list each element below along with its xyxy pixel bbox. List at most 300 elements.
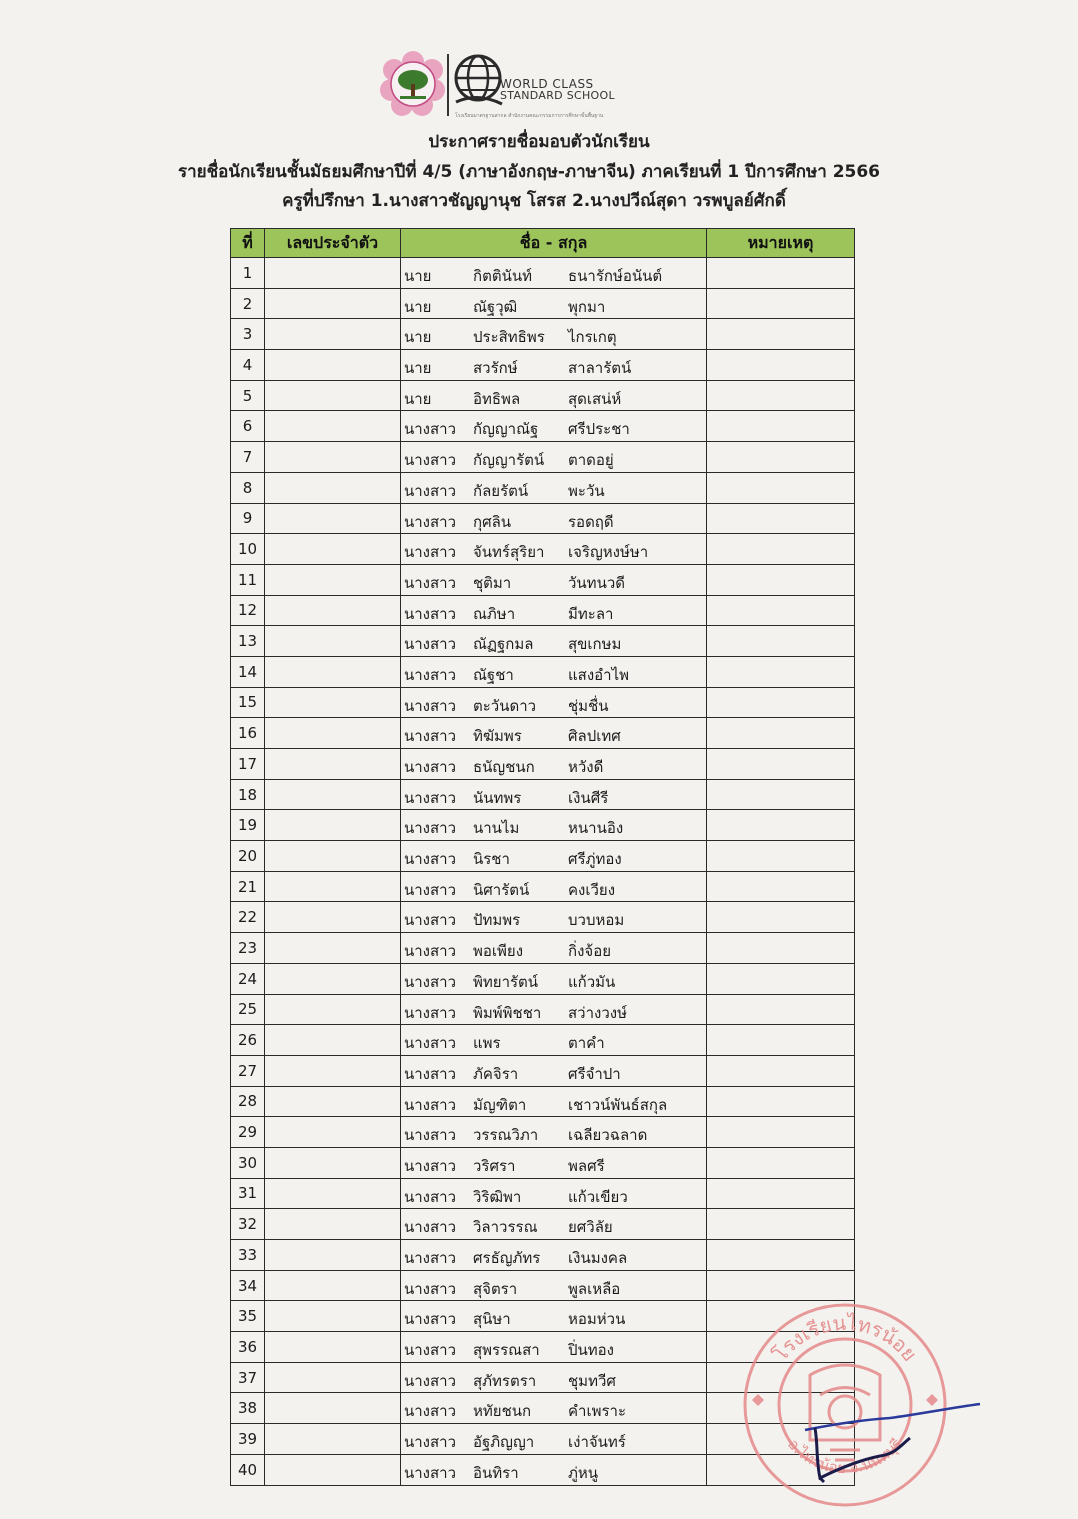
first-name: ประสิทธิพร	[473, 328, 545, 347]
student-name-cell	[401, 1240, 707, 1271]
remark-cell	[707, 534, 855, 565]
table-row	[231, 1086, 855, 1117]
first-name: กิตตินันท์	[473, 267, 532, 285]
last-name: ศรีจำปา	[568, 1064, 621, 1083]
remark-cell	[707, 810, 855, 841]
first-name: จันทร์สุริยา	[473, 543, 545, 562]
last-name: ธนารักษ์อนันต์	[568, 267, 663, 285]
first-name: พิทยารัตน์	[473, 972, 539, 991]
student-id-cell	[265, 902, 401, 933]
row-number: 10	[231, 534, 265, 565]
column-header-id: เลขประจำตัว	[265, 229, 401, 258]
last-name: เงินมงคล	[568, 1249, 628, 1267]
student-id-cell	[265, 534, 401, 565]
row-number: 12	[231, 595, 265, 626]
row-number: 33	[231, 1240, 265, 1271]
table-row	[231, 595, 855, 626]
student-id-cell	[265, 687, 401, 718]
row-number: 13	[231, 626, 265, 657]
table-row	[231, 902, 855, 933]
student-id-cell	[265, 1209, 401, 1240]
first-name: ณัฐวุฒิ	[473, 297, 518, 316]
student-id-cell	[265, 963, 401, 994]
student-name-cell	[401, 994, 707, 1025]
student-name-cell	[401, 1362, 707, 1393]
table-row	[231, 1270, 855, 1301]
table-row	[231, 871, 855, 902]
stamp-bottom-text: อ.ไทรน้อย จ.นนทบุรี	[784, 1435, 906, 1478]
name-title: นางสาว	[404, 1279, 457, 1298]
advisors-line: ครูที่ปรึกษา 1.นางสาวชัญญานุช โสรส 2.นางปวีณ์สุดา วรพบูลย์ศักดิ์	[282, 191, 786, 211]
student-name-cell	[401, 1086, 707, 1117]
first-name: กุศลิน	[473, 512, 512, 531]
last-name: วันทนวดี	[568, 573, 625, 592]
row-number: 4	[231, 350, 265, 381]
first-name: อินทิรา	[473, 1463, 519, 1482]
student-id-cell	[265, 841, 401, 872]
last-name: มีทะลา	[568, 604, 614, 623]
row-number: 5	[231, 380, 265, 411]
name-title: นางสาว	[404, 543, 457, 562]
student-name-cell	[401, 1424, 707, 1455]
table-row	[231, 411, 855, 442]
last-name: ศรีประชา	[568, 420, 630, 439]
table-row	[231, 534, 855, 565]
name-title: นางสาว	[404, 635, 457, 654]
table-row	[231, 841, 855, 872]
student-name-cell	[401, 503, 707, 534]
name-title: นางสาว	[404, 1433, 457, 1452]
remark-cell	[707, 626, 855, 657]
remark-cell	[707, 380, 855, 411]
last-name: แสงอำไพ	[568, 665, 630, 684]
name-title: นางสาว	[404, 850, 457, 869]
student-id-cell	[265, 472, 401, 503]
last-name: พลศรี	[568, 1156, 605, 1175]
student-name-cell	[401, 963, 707, 994]
student-name-cell	[401, 380, 707, 411]
student-id-cell	[265, 1086, 401, 1117]
student-name-cell	[401, 810, 707, 841]
table-row	[231, 472, 855, 503]
table-row	[231, 718, 855, 749]
last-name: สว่างวงษ์	[568, 1003, 627, 1022]
last-name: ไกรเกตุ	[568, 328, 617, 347]
student-id-cell	[265, 1362, 401, 1393]
name-title: นางสาว	[404, 420, 457, 439]
remark-cell	[707, 871, 855, 902]
first-name: นิศารัตน์	[473, 880, 530, 899]
name-title: นางสาว	[404, 819, 457, 838]
name-title: นาย	[404, 328, 432, 347]
remark-cell	[707, 841, 855, 872]
remark-cell	[707, 687, 855, 718]
table-row	[231, 288, 855, 319]
student-name-cell	[401, 626, 707, 657]
last-name: สุขเกษม	[568, 635, 622, 654]
student-name-cell	[401, 871, 707, 902]
row-number: 39	[231, 1424, 265, 1455]
first-name: หทัยชนก	[473, 1402, 532, 1421]
student-name-cell	[401, 411, 707, 442]
table-row	[231, 687, 855, 718]
student-name-cell	[401, 258, 707, 289]
remark-cell	[707, 718, 855, 749]
remark-cell	[707, 595, 855, 626]
student-name-cell	[401, 1270, 707, 1301]
student-name-cell	[401, 718, 707, 749]
student-id-cell	[265, 718, 401, 749]
student-name-cell	[401, 1025, 707, 1056]
student-id-cell	[265, 380, 401, 411]
student-id-cell	[265, 1454, 401, 1485]
student-name-cell	[401, 1454, 707, 1485]
student-name-cell	[401, 779, 707, 810]
student-id-cell	[265, 626, 401, 657]
remark-cell	[707, 902, 855, 933]
student-id-cell	[265, 933, 401, 964]
last-name: คำเพราะ	[568, 1402, 627, 1421]
student-name-cell	[401, 472, 707, 503]
row-number: 27	[231, 1055, 265, 1086]
table-row	[231, 1025, 855, 1056]
row-number: 26	[231, 1025, 265, 1056]
student-name-cell	[401, 564, 707, 595]
name-title: นางสาว	[404, 1463, 457, 1482]
student-name-cell	[401, 749, 707, 780]
student-id-cell	[265, 1332, 401, 1363]
first-name: นันทพร	[473, 788, 522, 807]
student-name-cell	[401, 319, 707, 350]
first-name: สุพรรณสา	[473, 1341, 540, 1360]
student-id-cell	[265, 595, 401, 626]
row-number: 8	[231, 472, 265, 503]
last-name: รอดฤดี	[568, 512, 614, 531]
first-name: กัลยรัตน์	[473, 481, 529, 500]
student-id-cell	[265, 810, 401, 841]
student-id-cell	[265, 1240, 401, 1271]
table-row	[231, 810, 855, 841]
name-title: นางสาว	[404, 1187, 457, 1206]
last-name: ศรีภู่ทอง	[568, 850, 622, 869]
student-name-cell	[401, 1117, 707, 1148]
logo-divider	[447, 54, 449, 116]
name-title: นางสาว	[404, 696, 457, 715]
student-id-cell	[265, 1117, 401, 1148]
table-row	[231, 1147, 855, 1178]
remark-cell	[707, 994, 855, 1025]
student-id-cell	[265, 656, 401, 687]
remark-cell	[707, 564, 855, 595]
row-number: 17	[231, 749, 265, 780]
name-title: นางสาว	[404, 727, 457, 746]
last-name: ปิ่นทอง	[568, 1341, 614, 1360]
student-name-cell	[401, 1178, 707, 1209]
last-name: ยศวิลัย	[568, 1218, 613, 1237]
first-name: ณัฐชา	[473, 665, 514, 684]
student-name-cell	[401, 1209, 707, 1240]
first-name: สวรักษ์	[473, 359, 518, 378]
first-name: มัญฑิตา	[473, 1095, 527, 1114]
last-name: พุกมา	[568, 297, 606, 316]
first-name: อัฐภิญญา	[473, 1433, 535, 1452]
name-title: นาย	[404, 297, 432, 316]
name-title: นางสาว	[404, 1003, 457, 1022]
student-id-cell	[265, 411, 401, 442]
student-id-cell	[265, 1025, 401, 1056]
page-subtitle: รายชื่อนักเรียนชั้นมัธยมศึกษาปีที่ 4/5 (ภาษาอังกฤษ-ภาษาจีน) ภาคเรียนที่ 1 ปีการศึกษา 2566	[177, 162, 881, 182]
student-name-cell	[401, 534, 707, 565]
table-row	[231, 442, 855, 473]
first-name: วิริฒิพา	[473, 1187, 522, 1206]
table-row	[231, 258, 855, 289]
first-name: อิทธิพล	[473, 389, 521, 408]
student-id-cell	[265, 779, 401, 810]
brand-text	[500, 78, 615, 102]
student-id-cell	[265, 1424, 401, 1455]
student-name-cell	[401, 442, 707, 473]
table-row	[231, 1055, 855, 1086]
name-title: นางสาว	[404, 481, 457, 500]
name-title: นางสาว	[404, 1064, 457, 1083]
student-id-cell	[265, 1301, 401, 1332]
remark-cell	[707, 1117, 855, 1148]
name-title: นางสาว	[404, 665, 457, 684]
remark-cell	[707, 749, 855, 780]
page-title: ประกาศรายชื่อมอบตัวนักเรียน	[428, 132, 650, 152]
name-title: นางสาว	[404, 1218, 457, 1237]
remark-cell	[707, 258, 855, 289]
last-name: ตาคำ	[568, 1034, 605, 1053]
first-name: ณัฏฐกมล	[473, 635, 534, 654]
name-title: นางสาว	[404, 911, 457, 930]
student-name-cell	[401, 1301, 707, 1332]
last-name: เจริญหงษ์ษา	[568, 543, 649, 562]
remark-cell	[707, 472, 855, 503]
last-name: ตาดอยู่	[568, 451, 614, 470]
last-name: กิ่งจ้อย	[568, 942, 611, 961]
last-name: หนานอิง	[568, 819, 624, 838]
student-name-cell	[401, 841, 707, 872]
name-title: นางสาว	[404, 451, 457, 470]
globe-icon	[452, 52, 504, 108]
student-table	[230, 228, 855, 1486]
row-number: 38	[231, 1393, 265, 1424]
table-row	[231, 994, 855, 1025]
row-number: 1	[231, 258, 265, 289]
last-name: บวบหอม	[568, 911, 625, 930]
last-name: เชาวน์พันธ์สกุล	[568, 1095, 668, 1114]
student-id-cell	[265, 258, 401, 289]
last-name: หอมห่วน	[568, 1310, 626, 1329]
first-name: ศรธัญภัทร	[473, 1249, 541, 1267]
table-header-row	[231, 229, 855, 258]
remark-cell	[707, 442, 855, 473]
first-name: นิรชา	[473, 850, 510, 869]
row-number: 35	[231, 1301, 265, 1332]
first-name: ตะวันดาว	[473, 696, 537, 715]
row-number: 18	[231, 779, 265, 810]
name-title: นางสาว	[404, 1249, 457, 1267]
first-name: วริศรา	[473, 1156, 516, 1175]
row-number: 23	[231, 933, 265, 964]
row-number: 15	[231, 687, 265, 718]
first-name: วรรณวิภา	[473, 1126, 539, 1145]
name-title: นางสาว	[404, 942, 457, 961]
row-number: 32	[231, 1209, 265, 1240]
brand-tagline: โรงเรียนมาตรฐานสากล สำนักงานคณะกรรมการการศึกษาขั้นพื้นฐาน	[455, 113, 604, 119]
column-header-no: ที่	[231, 229, 265, 258]
last-name: แก้วมัน	[568, 972, 616, 991]
first-name: วิลาวรรณ	[473, 1218, 538, 1237]
row-number: 25	[231, 994, 265, 1025]
table-row	[231, 1117, 855, 1148]
row-number: 14	[231, 656, 265, 687]
last-name: ชุ่มชื่น	[568, 696, 609, 715]
student-id-cell	[265, 871, 401, 902]
name-title: นาย	[404, 359, 432, 378]
first-name: สุจิตรา	[473, 1279, 518, 1298]
student-id-cell	[265, 994, 401, 1025]
student-id-cell	[265, 1393, 401, 1424]
column-header-name: ชื่อ - สกุล	[401, 229, 707, 258]
row-number: 19	[231, 810, 265, 841]
table-row	[231, 779, 855, 810]
first-name: กัญญาณัฐ	[473, 420, 539, 439]
name-title: นางสาว	[404, 604, 457, 623]
student-id-cell	[265, 1055, 401, 1086]
table-row	[231, 564, 855, 595]
name-title: นางสาว	[404, 512, 457, 531]
stamp-top-text: โรงเรียนไทรน้อย	[767, 1310, 922, 1366]
first-name: ทิฆัมพร	[473, 727, 522, 746]
student-name-cell	[401, 902, 707, 933]
row-number: 9	[231, 503, 265, 534]
first-name: พอเพียง	[473, 942, 524, 961]
last-name: เฉลียวฉลาด	[568, 1126, 648, 1145]
name-title: นาย	[404, 267, 432, 285]
last-name: สุดเสน่ห์	[568, 389, 622, 408]
row-number: 16	[231, 718, 265, 749]
row-number: 22	[231, 902, 265, 933]
row-number: 29	[231, 1117, 265, 1148]
name-title: นางสาว	[404, 1034, 457, 1053]
row-number: 21	[231, 871, 265, 902]
first-name: ปัทมพร	[473, 911, 521, 930]
remark-cell	[707, 1055, 855, 1086]
student-id-cell	[265, 1147, 401, 1178]
name-title: นางสาว	[404, 1095, 457, 1114]
remark-cell	[707, 1025, 855, 1056]
student-name-cell	[401, 1332, 707, 1363]
table-row	[231, 1240, 855, 1271]
row-number: 7	[231, 442, 265, 473]
brand-line-1: WORLD CLASS	[500, 77, 594, 91]
student-id-cell	[265, 319, 401, 350]
student-id-cell	[265, 350, 401, 381]
remark-cell	[707, 319, 855, 350]
row-number: 11	[231, 564, 265, 595]
student-id-cell	[265, 749, 401, 780]
row-number: 3	[231, 319, 265, 350]
remark-cell	[707, 933, 855, 964]
last-name: เง่าจันทร์	[568, 1433, 626, 1452]
name-title: นางสาว	[404, 972, 457, 991]
student-id-cell	[265, 1178, 401, 1209]
first-name: สุภัทรตรา	[473, 1371, 537, 1390]
row-number: 2	[231, 288, 265, 319]
remark-cell	[707, 350, 855, 381]
last-name: เงินศีรี	[568, 788, 609, 807]
row-number: 6	[231, 411, 265, 442]
student-id-cell	[265, 503, 401, 534]
student-name-cell	[401, 288, 707, 319]
last-name: หวังดี	[568, 758, 604, 776]
name-title: นางสาว	[404, 1310, 457, 1329]
remark-cell	[707, 1209, 855, 1240]
row-number: 28	[231, 1086, 265, 1117]
student-id-cell	[265, 1270, 401, 1301]
row-number: 36	[231, 1332, 265, 1363]
last-name: ภู่หนู	[568, 1463, 599, 1482]
name-title: นาย	[404, 389, 432, 408]
name-title: นางสาว	[404, 1402, 457, 1421]
remark-cell	[707, 503, 855, 534]
student-id-cell	[265, 288, 401, 319]
student-id-cell	[265, 564, 401, 595]
first-name: ชุติมา	[473, 573, 512, 592]
first-name: สุนิษา	[473, 1310, 511, 1329]
first-name: กัญญารัตน์	[473, 451, 545, 470]
table-row	[231, 350, 855, 381]
table-row	[231, 319, 855, 350]
remark-cell	[707, 411, 855, 442]
student-id-cell	[265, 442, 401, 473]
name-title: นางสาว	[404, 1341, 457, 1360]
last-name: สาลารัตน์	[568, 359, 632, 378]
last-name: ชุมทวีศ	[568, 1371, 616, 1390]
column-header-remark: หมายเหตุ	[707, 229, 855, 258]
remark-cell	[707, 656, 855, 687]
table-row	[231, 1178, 855, 1209]
first-name: ธนัญชนก	[473, 758, 535, 776]
remark-cell	[707, 963, 855, 994]
table-row	[231, 749, 855, 780]
table-row	[231, 963, 855, 994]
school-emblem-logo	[380, 50, 446, 116]
remark-cell	[707, 1240, 855, 1271]
row-number: 34	[231, 1270, 265, 1301]
first-name: แพร	[473, 1034, 501, 1053]
last-name: พะวัน	[568, 481, 605, 500]
student-name-cell	[401, 687, 707, 718]
remark-cell	[707, 1086, 855, 1117]
row-number: 20	[231, 841, 265, 872]
remark-cell	[707, 1270, 855, 1301]
student-name-cell	[401, 1055, 707, 1086]
last-name: พูลเหลือ	[568, 1279, 621, 1298]
remark-cell	[707, 1178, 855, 1209]
name-title: นางสาว	[404, 1371, 457, 1390]
name-title: นางสาว	[404, 758, 457, 776]
remark-cell	[707, 288, 855, 319]
row-number: 40	[231, 1454, 265, 1485]
row-number: 24	[231, 963, 265, 994]
student-name-cell	[401, 1147, 707, 1178]
last-name: แก้วเขียว	[568, 1187, 628, 1206]
table-row	[231, 626, 855, 657]
name-title: นางสาว	[404, 788, 457, 807]
